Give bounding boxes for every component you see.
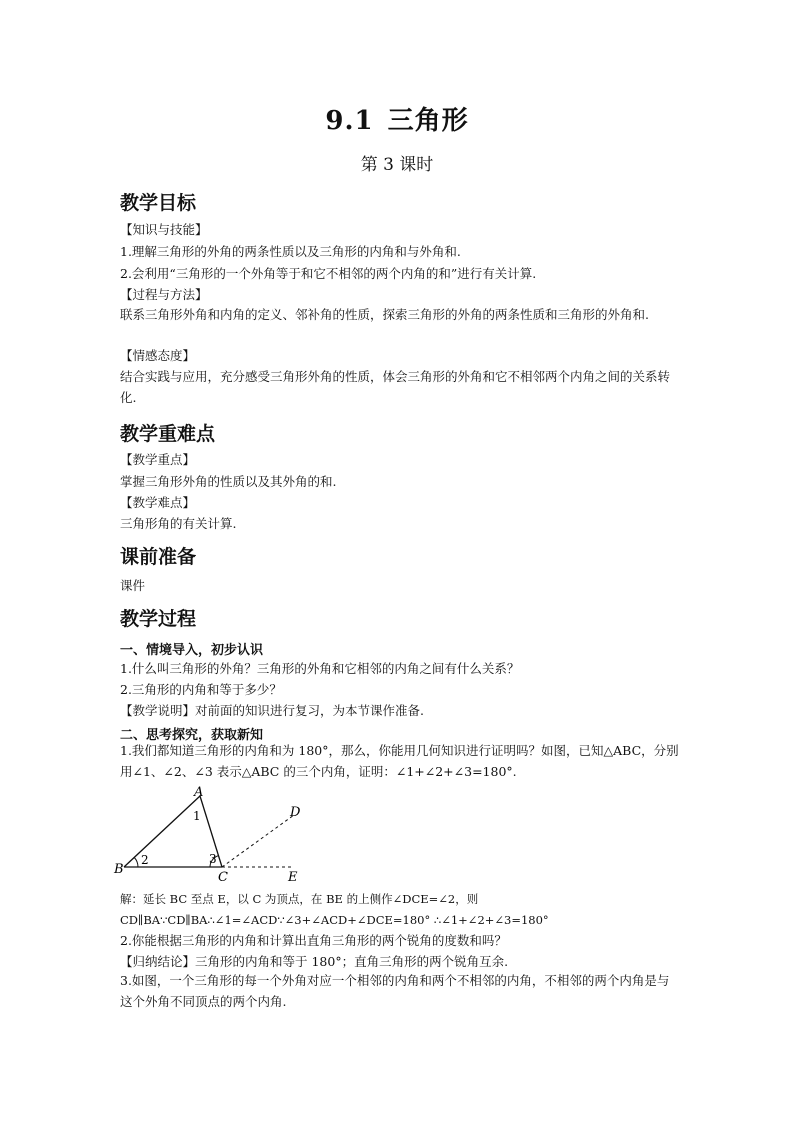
difficult-text: 三角形角的有关计算. [120, 516, 237, 531]
part2-paragraph-1: 1.我们都知道三角形的内角和为 180°，那么，你能用几何知识进行证明吗？如图，已知△ABC，分别用∠1、∠2、∠3 表示△ABC 的三个内角，证明：∠1+∠2+∠3=180°. [120, 743, 679, 779]
process-heading: 教学过程 [120, 608, 197, 630]
part1-question-1: 1.什么叫三角形的外角？三角形的外角和它相邻的内角之间有什么关系？ [120, 661, 520, 676]
title-text: 三角形 [387, 106, 469, 136]
attitude-text: 结合实践与应用，充分感受三角形外角的性质，体会三角形的外角和它不相邻两个内角之间的关系转化. [120, 369, 671, 405]
preparation-text: 课件 [120, 578, 146, 593]
label-a: A [194, 785, 204, 800]
solution-text: 解：延长 BC 至点 E，以 C 为顶点，在 BE 的上侧作∠DCE=∠2，则 CD∥BA∵CD∥BA∴∠1=∠ACD∵∠3+∠ACD+∠DCE=180° ∴∠1+∠2+∠3=180° [120, 892, 549, 927]
label-angle-1: 1 [193, 809, 201, 823]
part2-heading: 二、思考探究，获取新知 [120, 728, 264, 743]
key-label: 【教学重点】 [120, 452, 196, 467]
side-ab [124, 796, 200, 867]
part1-question-2: 2.三角形的内角和等于多少？ [120, 682, 282, 697]
knowledge-label: 【知识与技能】 [120, 222, 208, 237]
knowledge-item-2: 2.会利用“三角形的一个外角等于和它不相邻的两个内角的和”进行有关计算. [120, 266, 537, 281]
part1-heading: 一、情境导入，初步认识 [120, 643, 264, 658]
angle-2-arc [134, 858, 138, 868]
part1-note: 【教学说明】对前面的知识进行复习，为本节课作准备. [120, 703, 424, 718]
attitude-label: 【情感态度】 [120, 348, 196, 363]
title-number: 9.1 [325, 106, 374, 136]
objectives-heading: 教学目标 [120, 192, 197, 214]
label-c: C [218, 870, 228, 882]
label-e: E [288, 870, 298, 882]
key-points-heading: 教学重难点 [120, 423, 216, 445]
label-d: D [290, 805, 301, 820]
part2-paragraph-3: 3.如图，一个三角形的每一个外角对应一个相邻的内角和两个不相邻的内角，不相邻的两个内角是与这个外角不同顶点的两个内角. [120, 973, 670, 1009]
difficult-label: 【教学难点】 [120, 495, 196, 510]
page-title [0, 100, 794, 137]
process-label: 【过程与方法】 [120, 287, 208, 302]
conclusion-text: 【归纳结论】三角形的内角和等于 180°；直角三角形的两个锐角互余. [120, 954, 509, 969]
label-angle-2: 2 [141, 853, 149, 867]
page-subtitle: 第 3 课时 [360, 155, 434, 175]
label-angle-3: 3 [209, 852, 217, 866]
preparation-heading: 课前准备 [120, 546, 197, 568]
key-text: 掌握三角形外角的性质以及其外角的和. [120, 474, 337, 489]
knowledge-item-1: 1.理解三角形的外角的两条性质以及三角形的内角和与外角和. [120, 244, 461, 259]
label-b: B [114, 862, 124, 877]
process-text: 联系三角形外角和内角的定义、邻补角的性质，探索三角形的外角的两条性质和三角形的外角和. [120, 307, 649, 322]
ray-cd [222, 815, 294, 867]
triangle-figure [112, 782, 312, 882]
part2-question-2: 2.你能根据三角形的内角和计算出直角三角形的两个锐角的度数和吗？ [120, 933, 507, 948]
